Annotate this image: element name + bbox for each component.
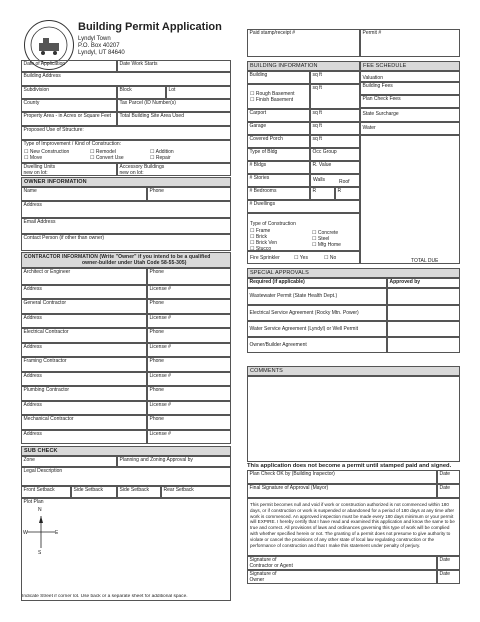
checkbox-brick-ven[interactable]: ☐ Brick Ven [250,240,277,246]
electrical-contractor-field[interactable]: Electrical Contractor [21,328,147,343]
contractor-signature-field[interactable]: Signature of Contractor or Agent [247,556,437,570]
property-area-field[interactable]: Property Area - in Acres or Square Feet [21,112,117,126]
framing-contractor-license-field[interactable]: License # [147,372,231,386]
checkbox-steel[interactable]: ☐ Steel [312,236,330,242]
checkbox-concrete[interactable]: ☐ Concrete [312,230,339,236]
rear-setback-field[interactable]: Rear Setback [161,486,231,498]
owner-information-header: OWNER INFORMATION [21,177,231,187]
subdivision-field[interactable]: Subdivision [21,86,117,99]
framing-contractor-field[interactable]: Framing Contractor [21,357,147,372]
sub-check-header: SUB CHECK [21,446,231,456]
general-contractor-field[interactable]: General Contractor [21,299,147,314]
checkbox-stucco[interactable]: ☐ Stucco [250,246,272,252]
owner-email-field[interactable]: Email Address [21,218,231,234]
compass-south: S [38,550,42,556]
owner-address-field[interactable]: Address [21,201,231,218]
work-starts-field[interactable]: Date Work Starts [117,60,231,72]
garage-field[interactable]: Garage [247,122,310,135]
electrical-contractor-license-field[interactable]: License # [147,343,231,357]
checkbox-sprinkler-yes[interactable]: ☐ Yes [294,255,308,261]
owner-phone-field[interactable]: Phone [147,187,231,201]
walls-roof-field[interactable]: Walls Roof [310,174,360,187]
owner-builder-row[interactable]: Owner/Builder Agreement [247,337,387,353]
garage-sqft-value[interactable]: sq ft [310,122,360,135]
basement-sqft-value[interactable]: sq ft [310,84,360,109]
owner-name-field[interactable]: Name [21,187,147,201]
architect-license-field[interactable]: License # [147,285,231,299]
type-of-construction-box: Type of Construction ☐ Frame ☐ Brick ☐ Brick Ven ☐ Stucco ☐ Concrete ☐ Steel ☐ Mfg Home [247,213,360,251]
contractor-signature-date-field[interactable]: Date [437,556,460,570]
required-column-header: Required (if applicable) [247,278,387,288]
checkbox-convert-use[interactable]: ☐ Convert Use [90,155,124,161]
total-due-label: TOTAL DUE [411,258,439,264]
planning-approval-field[interactable]: Planning and Zoning Approval by [117,456,231,467]
checkbox-brick[interactable]: ☐ Brick [250,234,267,240]
carport-sqft-value[interactable]: sq ft [310,109,360,122]
tax-parcel-field[interactable]: Tax Parcel (ID Number(s) [117,99,231,112]
occ-group-field[interactable]: Occ Group [310,148,360,161]
owner-builder-approval[interactable] [387,337,460,353]
lot-field[interactable]: Lot [166,86,231,99]
fee-schedule-header: FEE SCHEDULE [360,61,460,71]
building-sqft-field[interactable]: Building [247,71,310,84]
contractor-information-header: CONTRACTOR INFORMATION (Write "Owner" if you intend to be a qualified owner-builder under Utah Code 58-55-305) [21,252,231,268]
architect-phone-field[interactable]: Phone [147,268,231,285]
checkbox-sprinkler-no[interactable]: ☐ No [324,255,337,261]
not-permit-notice: This application does not become a permit until stamped paid and signed. [247,463,452,469]
mechanical-contractor-field[interactable]: Mechanical Contractor [21,415,147,430]
front-setback-field[interactable]: Front Setback [21,486,71,498]
mechanical-contractor-license-field[interactable]: License # [147,430,231,444]
valuation-field[interactable]: Valuation [360,71,460,82]
date-of-application-field[interactable]: Date of Application [21,60,117,72]
block-field[interactable]: Block [117,86,166,99]
paid-stamp-field[interactable]: Paid stamp/receipt # [247,29,360,57]
checkbox-finish-basement[interactable]: ☐ Finish Basement [250,97,294,103]
state-surcharge-field[interactable]: State Surcharge [360,108,460,122]
plan-check-ok-field[interactable]: Plan Check OK by (Building Inspector) [247,470,437,484]
county-field[interactable]: County [21,99,117,112]
water-service-approval[interactable] [387,321,460,337]
compass-west: W [23,530,28,536]
contact-person-field[interactable]: Contact Person (if other than owner) [21,234,231,251]
r-roof-field[interactable]: R [335,187,360,200]
basement-field[interactable] [247,84,310,109]
stories-count-field[interactable]: # Stories [247,174,310,187]
final-signature-date-field[interactable]: Date [437,484,460,498]
general-contractor-phone-field[interactable]: Phone [147,299,231,314]
plumbing-contractor-phone-field[interactable]: Phone [147,386,231,401]
fee-blank-area[interactable] [360,135,460,264]
zone-field[interactable]: Zone [21,456,117,467]
special-approvals-header: SPECIAL APPROVALS [247,268,460,278]
comments-header: COMMENTS [247,366,460,376]
plumbing-contractor-field[interactable]: Plumbing Contractor [21,386,147,401]
town-box: P.O. Box 40207 [78,43,120,49]
permit-number-field[interactable]: Permit # [360,29,460,57]
building-sqft-value[interactable]: sq ft [310,71,360,84]
legal-description-field[interactable]: Legal Description [21,467,231,486]
architect-field[interactable]: Architect or Engineer [21,268,147,285]
building-information-header: BUILDING INFORMATION [247,61,360,71]
building-fees-field[interactable]: Building Fees [360,82,460,95]
framing-contractor-address-field[interactable]: Address [21,372,147,386]
covered-porch-field[interactable]: Covered Porch [247,135,310,148]
dwellings-count-field[interactable]: # Dwellings [247,200,360,213]
architect-address-field[interactable]: Address [21,285,147,299]
electrical-contractor-phone-field[interactable]: Phone [147,328,231,343]
compass-rose-icon [24,513,58,551]
total-building-site-field[interactable]: Total Building Site Area Used [117,112,231,126]
wastewater-row[interactable]: Wastewater Permit (State Health Dept.) [247,288,387,305]
plumbing-contractor-license-field[interactable]: License # [147,401,231,415]
bedrooms-count-field[interactable]: # Bedrooms [247,187,310,200]
mechanical-contractor-address-field[interactable]: Address [21,430,147,444]
final-signature-field[interactable]: Final Signature of Approval (Mayor) [247,484,437,498]
wastewater-approval[interactable] [387,288,460,305]
comments-area[interactable] [247,376,460,462]
fire-sprinkler-row: Fire Sprinkler ☐ Yes ☐ No [247,251,360,264]
compass-north: N [38,507,42,513]
improvement-type-box: Type of Improvement / Kind of Construction: ☐ New Construction ☐ Remodel ☐ Addition ☐ Move ☐ Convert Use ☐ Repair [21,140,231,163]
type-of-bldg-field[interactable]: Type of Bldg [247,148,310,161]
legal-statement: This permit becomes null and void if work or construction authorized is not commenced within 180 days, or if construction or work is suspended or abandoned for a period of 180 days at any time after work is commenced. An approved inspection must be made every 180 days minimum or your permit will EXPIRE. I hereby certify that I have read and examined this application and know the same to be true and correct. All provisions of laws and ordinances governing this type of work will be complied with whether specified herein or not. The granting of a permit does not presume to give authority to violate or cancel the provisions of any other state of local law regulating construction or the performance of construction and that I make this statement under penalty of perjury. [247,498,460,556]
checkbox-mfg-home[interactable]: ☐ Mfg Home [312,242,341,248]
r-walls-field[interactable]: R [310,187,335,200]
plumbing-contractor-address-field[interactable]: Address [21,401,147,415]
checkbox-repair[interactable]: ☐ Repair [150,155,171,161]
mechanical-contractor-phone-field[interactable]: Phone [147,415,231,430]
checkbox-rough-basement[interactable]: ☐ Rough Basement [250,91,295,97]
water-service-row[interactable]: Water Service Agreement (Lyndyl) or Well Permit [247,321,387,337]
plan-check-date-field[interactable]: Date [437,470,460,484]
general-contractor-address-field[interactable]: Address [21,314,147,328]
water-field[interactable]: Water [360,122,460,135]
owner-signature-field[interactable]: Signature of Owner [247,570,437,584]
r-value-field[interactable]: R. Value [310,161,360,174]
checkbox-frame[interactable]: ☐ Frame [250,228,271,234]
checkbox-move[interactable]: ☐ Move [24,155,43,161]
owner-signature-date-field[interactable]: Date [437,570,460,584]
carport-field[interactable]: Carport [247,109,310,122]
town-city: Lyndyl, UT 84640 [78,50,125,56]
town-name: Lyndyl Town [78,36,111,42]
electrical-service-approval[interactable] [387,305,460,321]
plan-check-fees-field[interactable]: Plan Check Fees [360,95,460,108]
accessory-buildings-field[interactable]: Accessory Buildings new on lot: [117,163,231,176]
compass-east: E [55,530,59,536]
framing-contractor-phone-field[interactable]: Phone [147,357,231,372]
approved-by-column-header: Approved by [387,278,460,288]
side-setback-1-field[interactable]: Side Setback [71,486,117,498]
covered-porch-sqft-value[interactable]: sq ft [310,135,360,148]
electrical-service-row[interactable]: Electrical Service Agreement (Rocky Mtn. Power) [247,305,387,321]
plot-plan-area[interactable]: Plot Plan N W E S [21,498,231,601]
general-contractor-license-field[interactable]: License # [147,314,231,328]
checkbox-remodel[interactable]: ☐ Remodel [90,149,116,155]
dwelling-units-field[interactable]: Dwelling Units new on lot: [21,163,117,176]
proposed-use-field[interactable]: Proposed Use of Structure: [21,126,231,140]
checkbox-addition[interactable]: ☐ Addition [150,149,174,155]
bldgs-count-field[interactable]: # Bldgs [247,161,310,174]
building-address-field[interactable]: Building Address [21,72,231,86]
electrical-contractor-address-field[interactable]: Address [21,343,147,357]
footer-note: Indicate Street if corner lot. Use back or a separate sheet for additional space. [22,594,188,599]
side-setback-2-field[interactable]: Side Setback [117,486,161,498]
form-title: Building Permit Application [78,21,222,33]
checkbox-new-construction[interactable]: ☐ New Construction [24,149,70,155]
